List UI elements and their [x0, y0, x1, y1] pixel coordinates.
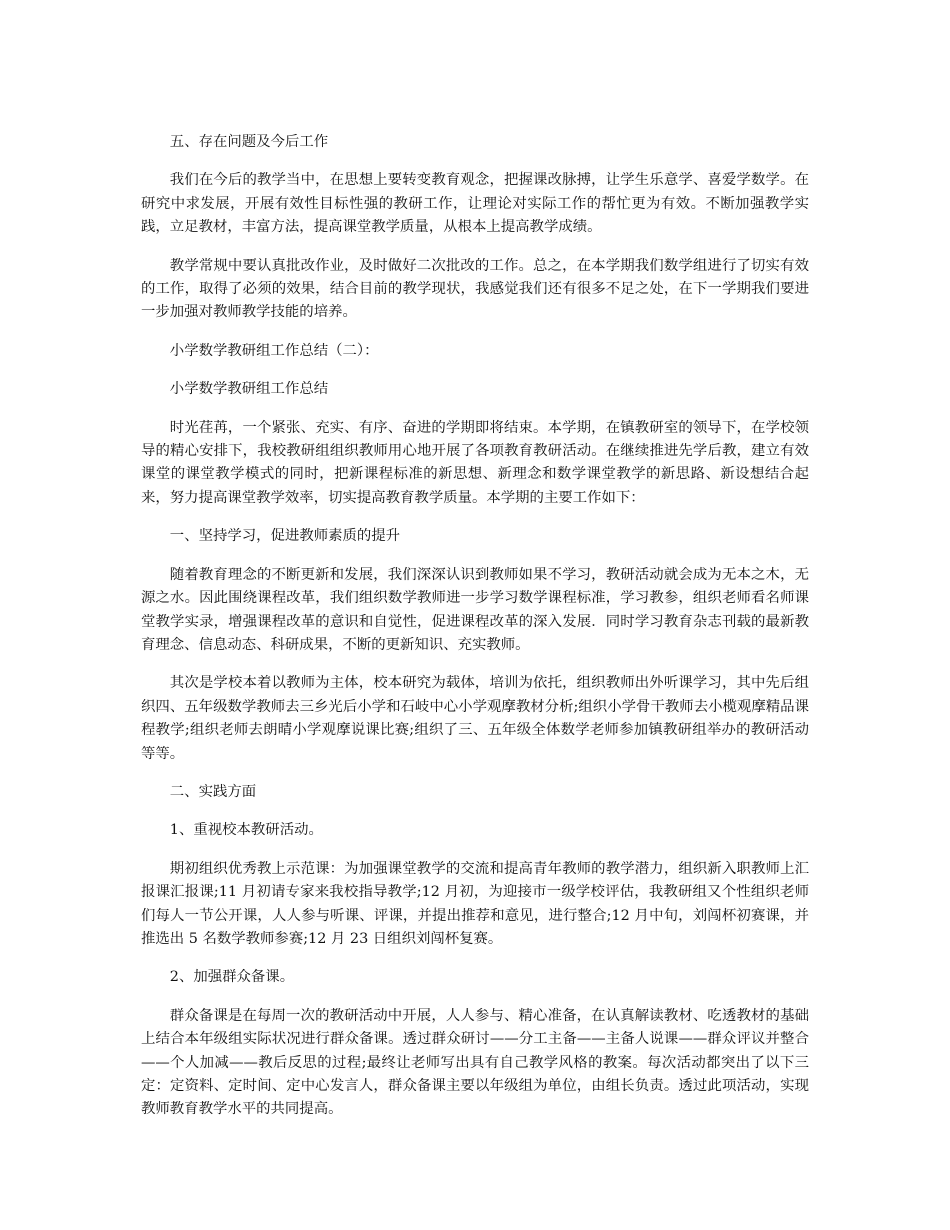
body-paragraph: 时光荏苒，一个紧张、充实、有序、奋进的学期即将结束。本学期，在镇教研室的领导下，在学校领导的精心安排下，我校教研组组织教师用心地开展了各项教育教研活动。在继续推进先学后教，建立有效课堂的课堂教学模式的同时，把新课程标准的新思想、新理念和数学课堂教学的新思路、新设想结合起来，努力提高课堂教学效率，切实提高教育教学质量。本学期的主要工作如下： [141, 419, 809, 506]
section-heading-practice: 二、实践方面 [169, 783, 257, 800]
body-paragraph: 随着教育理念的不断更新和发展，我们深深认识到教师如果不学习，教研活动就会成为无本之木，无源之水。因此围绕课程改革，我们组织数学教师进一步学习数学课程标准，学习教参，组织老师看名师课堂教学实录，增强课程改革的意识和自觉性，促进课程改革的深入发展．同时学习教育杂志刊载的最新教育理念、信息动态、科研成果，不断的更新知识、充实教师。 [141, 566, 809, 653]
section-heading-problems: 五、存在问题及今后工作 [169, 134, 329, 150]
document-title: 小学数学教研组工作总结 [169, 381, 329, 398]
document-subtitle: 小学数学教研组工作总结（二）： [169, 342, 379, 359]
subsection-heading-school-research: 1、重视校本教研活动。 [169, 822, 323, 839]
section-heading-study: 一、坚持学习，促进教师素质的提升 [169, 528, 401, 545]
body-paragraph: 我们在今后的教学当中，在思想上要转变教育观念，把握课改脉搏，让学生乐意学、喜爱学数学。在研究中求发展，开展有效性目标性强的教研工作，让理论对实际工作的帮忙更为有效。不断加强教学实践，立足教材，丰富方法，提高课堂教学质量，从根本上提高教学成绩。 [141, 172, 809, 236]
body-paragraph: 教学常规中要认真批改作业，及时做好二次批改的工作。总之，在本学期我们数学组进行了切实有效的工作，取得了必须的效果，结合目前的教学现状，我感觉我们还有很多不足之处，在下一学期我们要进一步加强对教师教学技能的培养。 [141, 257, 809, 321]
body-paragraph: 期初组织优秀教上示范课：为加强课堂教学的交流和提高青年教师的教学潜力，组织新入职教师上汇报课汇报课;11 月初请专家来我校指导教学;12 月初，为迎接市一级学校评估，我教研组又个性组织老师们每人一节公开课，人人参与听课、评课，并提出推荐和意见，进行整合;12 月中旬，刘闯杯初赛课，并推选出 5 名数学教师参赛;12 月 23 日组织刘闯杯复赛。 [141, 860, 809, 947]
body-paragraph: 其次是学校本着以教师为主体，校本研究为载体，培训为依托，组织教师出外听课学习，其中先后组织四、五年级数学教师去三乡光后小学和石岐中心小学观摩教材分析;组织小学骨干教师去小榄观摩精品课程教学;组织老师去朗晴小学观摩说课比赛;组织了三、五年级全体数学老师参加镇教研组举办的教研活动等等。 [141, 675, 809, 762]
document-page [141, 131, 809, 1137]
subsection-heading-group-lesson-prep: 2、加强群众备课。 [169, 969, 295, 986]
body-paragraph: 群众备课是在每周一次的教研活动中开展，人人参与、精心准备，在认真解读教材、吃透教材的基础上结合本年级组实际状况进行群众备课。透过群众研讨——分工主备——主备人说课——群众评议并整合——个人加减——教后反思的过程;最终让老师写出具有自己教学风格的教案。每次活动都突出了以下三定：定资料、定时间、定中心发言人，群众备课主要以年级组为单位，由组长负责。透过此项活动，实现教师教育教学水平的共同提高。 [141, 1007, 809, 1118]
